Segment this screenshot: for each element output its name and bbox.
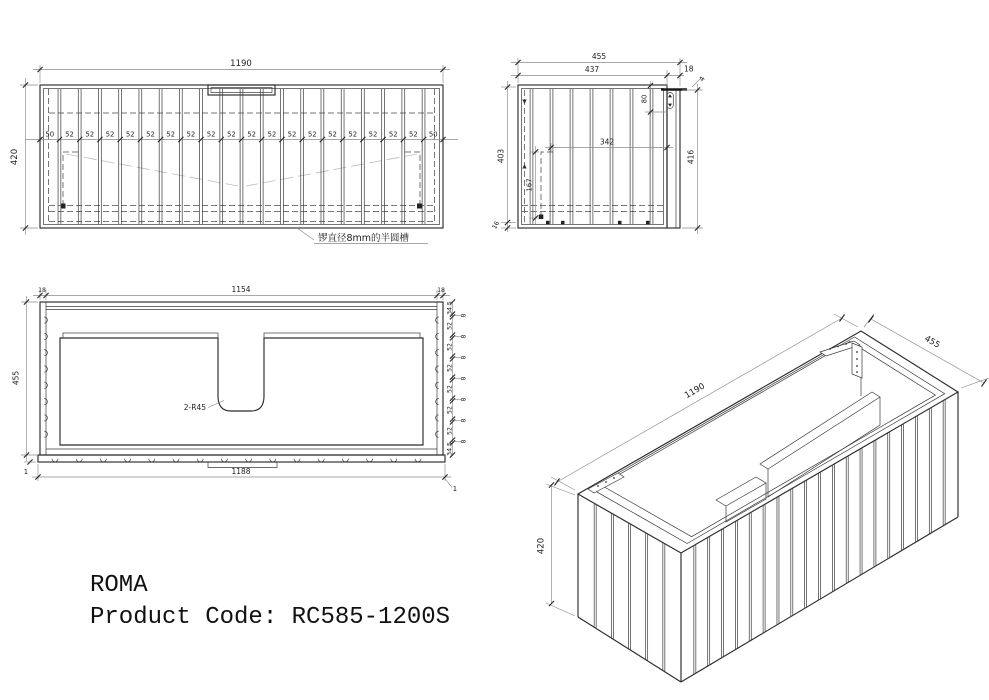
dim-label: 52 <box>368 130 378 139</box>
front-offset-right-dim: 1 <box>452 485 458 493</box>
dim-label: 8 <box>460 439 468 444</box>
radius-note: 2-R45 <box>183 403 206 412</box>
side-panel-depth-dim: 437 <box>584 65 600 74</box>
groove-note: 锣直径8mm的半圆槽 <box>318 233 410 244</box>
dim-label: 52 <box>446 343 454 351</box>
iso-height-dim: 420 <box>536 537 547 555</box>
brand-name: ROMA <box>90 572 148 599</box>
dim-label: 52 <box>446 427 454 435</box>
inner-width-dim: 1154 <box>231 285 251 294</box>
side-thickness-left-dim: 18 <box>38 287 46 294</box>
dim-label: 52 <box>146 130 155 139</box>
dim-label: 52 <box>125 130 135 139</box>
iso-length-dim: 1190 <box>683 381 707 402</box>
dim-label: 52 <box>446 364 454 372</box>
slot-length-dim: 80 <box>640 94 649 104</box>
side-thickness-right-dim: 18 <box>437 287 445 294</box>
dim-label: 52 <box>446 406 454 414</box>
dim-label: 8 <box>460 355 468 360</box>
isometric-view <box>537 314 989 682</box>
dim-label: 52 <box>247 130 257 139</box>
dim-label: 52 <box>206 130 216 139</box>
title-block <box>90 572 450 631</box>
front-offset-left-dim: 1 <box>23 468 29 476</box>
dim-label: 50 <box>428 130 438 139</box>
handle-recess <box>208 85 275 95</box>
side-section-view <box>491 52 707 234</box>
bottom-inset-dim: 16 <box>491 220 502 231</box>
plan-depth-dim: 455 <box>11 370 21 386</box>
front-elevation-view <box>10 59 458 244</box>
dim-label: 52 <box>65 130 74 139</box>
inner-height-dim: 403 <box>496 148 506 164</box>
dim-label: 52 <box>446 385 454 393</box>
dim-label: 52 <box>186 130 196 139</box>
iso-depth-dim: 455 <box>922 333 942 351</box>
dim-label: 8 <box>460 334 468 339</box>
dim-label: 52 <box>307 130 317 139</box>
dim-label: 8 <box>460 418 468 423</box>
dim-label: 52 <box>287 130 297 139</box>
dim-label: 8 <box>460 313 468 318</box>
dim-label: 52 <box>226 130 236 139</box>
front-width-dim: 1190 <box>230 59 252 69</box>
front-height-dim: 420 <box>10 148 20 166</box>
front-width-bottom-dim: 1188 <box>231 467 251 476</box>
bracket-height-dim: 167 <box>525 178 534 192</box>
dim-label: 52 <box>409 130 418 139</box>
dim-label: 52 <box>105 130 115 139</box>
plan-view <box>12 285 468 493</box>
bracket-depth-dim: 342 <box>599 137 615 147</box>
front-panel-strip <box>38 455 445 462</box>
dim-label: 52 <box>348 130 358 139</box>
dim-label: 8 <box>460 397 468 402</box>
dim-label: 52 <box>446 322 454 330</box>
top-gap-dim: 4 <box>697 75 707 83</box>
dim-label: 34.5 <box>446 301 454 315</box>
basin-opening <box>60 338 423 445</box>
dim-label: 34.5 <box>446 442 454 456</box>
dim-label: 52 <box>388 130 398 139</box>
product-code: Product Code: RC585-1200S <box>90 604 451 631</box>
back-height-dim: 416 <box>686 149 696 165</box>
dim-label: 52 <box>267 130 277 139</box>
dim-label: 52 <box>166 130 176 139</box>
dim-label: 50 <box>45 130 55 139</box>
back-thickness-dim: 18 <box>684 64 694 74</box>
side-depth-dim: 455 <box>591 52 607 61</box>
dim-label: 52 <box>85 130 95 139</box>
dim-label: 52 <box>328 130 337 139</box>
dim-label: 8 <box>460 376 468 381</box>
